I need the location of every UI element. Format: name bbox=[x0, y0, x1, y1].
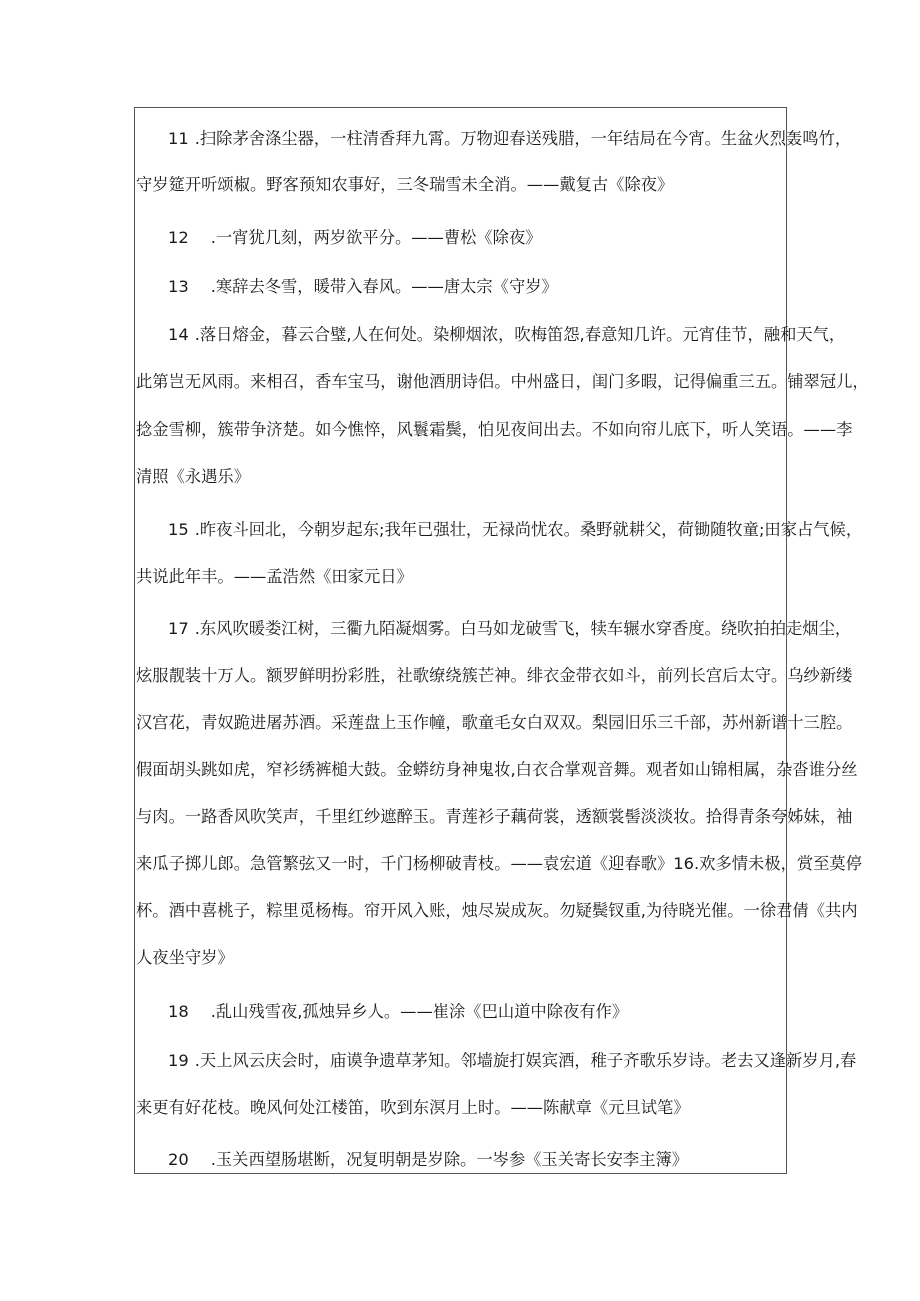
item-text: 与肉。一路香风吹笑声，千里红纱遮醉玉。青莲衫子藕荷裳，透额裳髻淡淡妆。拾得青条夸姊妹，袖 bbox=[136, 807, 853, 826]
item-text: 假面胡头跳如虎，窄衫绣裤槌大鼓。金蟒纺身神鬼妆,白衣合掌观音舞。观者如山锦相属，杂沓谁分丝 bbox=[136, 760, 858, 779]
list-item bbox=[136, 935, 234, 981]
item-number: 11 bbox=[168, 129, 189, 148]
item-text: 来更有好花枝。晚风何处江楼笛，吹到东溟月上时。——陈献章《元旦试笔》 bbox=[136, 1098, 690, 1117]
list-item bbox=[136, 794, 852, 840]
list-item bbox=[168, 989, 628, 1035]
item-number: 18 bbox=[168, 1002, 189, 1021]
item-text: 汉宫花，青奴跪进屠苏酒。采莲盘上玉作幢，歌童毛女白双双。梨园旧乐三千部，苏州新谱十三腔。 bbox=[136, 713, 853, 732]
list-item bbox=[168, 116, 851, 162]
item-text: 捻金雪柳，簇带争济楚。如今憔悴，风鬟霜鬓，怕见夜间出去。不如向帘儿底下，听人笑语。——李 bbox=[136, 420, 853, 439]
list-item bbox=[136, 841, 862, 887]
item-text: .寒辞去冬雪，暖带入春风。——唐太宗《守岁》 bbox=[210, 277, 558, 296]
list-item bbox=[168, 264, 558, 310]
item-text: 此第岂无风雨。来相召，香车宝马，谢他酒朋诗侣。中州盛日，闺门多暇，记得偏重三五。铺翠冠儿， bbox=[136, 372, 869, 391]
list-item bbox=[136, 554, 413, 600]
item-text: .落日熔金，暮云合璧,人在何处。染柳烟浓，吹梅笛怨,春意知几许。元宵佳节，融和天气， bbox=[194, 325, 846, 344]
item-text: 清照《永遇乐》 bbox=[136, 467, 250, 486]
list-item bbox=[168, 1038, 856, 1084]
list-item bbox=[136, 653, 852, 699]
item-text: 来瓜子掷儿郎。急管繁弦又一时，千门杨柳破青枝。——袁宏道《迎春歌》16.欢多情未极，赏至莫停 bbox=[136, 854, 862, 873]
list-item bbox=[168, 312, 845, 358]
list-item bbox=[168, 606, 851, 652]
item-text: .玉关西望肠堪断，况复明朝是岁除。一岑参《玉关寄长安李主簿》 bbox=[210, 1150, 689, 1169]
item-number: 19 bbox=[168, 1051, 189, 1070]
list-item bbox=[168, 1137, 688, 1183]
list-item bbox=[136, 747, 858, 793]
item-text: .昨夜斗回北，今朝岁起东;我年已强壮，无禄尚忧农。桑野就耕父，荷锄随牧童;田家占气候， bbox=[194, 520, 863, 539]
list-item bbox=[168, 215, 542, 261]
list-item bbox=[168, 507, 862, 553]
item-text: .东风吹暖娄江树，三衢九陌凝烟雾。白马如龙破雪飞，犊车辗水穿香度。绕吹拍拍走烟尘， bbox=[194, 619, 852, 638]
item-text: 人夜坐守岁》 bbox=[136, 948, 234, 967]
item-number: 14 bbox=[168, 325, 189, 344]
item-text: .乱山残雪夜,孤烛异乡人。——崔涂《巴山道中除夜有作》 bbox=[210, 1002, 629, 1021]
item-text: 守岁筵开听颂椒。野客预知农事好，三冬瑞雪未全消。——戴复古《除夜》 bbox=[136, 175, 674, 194]
item-text: .扫除茅舍涤尘器，一柱清香拜九霄。万物迎春送残腊，一年结局在今宵。生盆火烈轰鸣竹， bbox=[194, 129, 852, 148]
item-number: 15 bbox=[168, 520, 189, 539]
item-text: .天上风云庆会时，庙谟争遗草茅知。邻墙旋打娱宾酒，稚子齐歌乐岁诗。老去又逢新岁月,春 bbox=[194, 1051, 857, 1070]
list-item bbox=[136, 407, 852, 453]
list-item bbox=[136, 1085, 690, 1131]
list-item bbox=[136, 162, 673, 208]
list-item bbox=[136, 888, 858, 934]
item-number: 17 bbox=[168, 619, 189, 638]
list-item bbox=[136, 454, 250, 500]
item-text: 炫服靓装十万人。额罗鲜明扮彩胜，社歌缭绕簇芒神。绯衣金带衣如斗，前列长宫后太守。乌纱新缕 bbox=[136, 666, 853, 685]
item-text: 共说此年丰。——孟浩然《田家元日》 bbox=[136, 567, 413, 586]
item-text: .一宵犹几刻，两岁欲平分。——曹松《除夜》 bbox=[210, 228, 542, 247]
item-number: 13 bbox=[168, 277, 189, 296]
item-text: 杯。酒中喜桃子，粽里觅杨梅。帘开风入账，烛尽炭成灰。勿疑鬓钗重,为待晓光催。一徐君倩《共内 bbox=[136, 901, 858, 920]
item-number: 20 bbox=[168, 1150, 189, 1169]
item-number: 12 bbox=[168, 228, 189, 247]
list-item bbox=[136, 700, 852, 746]
list-item bbox=[136, 359, 869, 405]
